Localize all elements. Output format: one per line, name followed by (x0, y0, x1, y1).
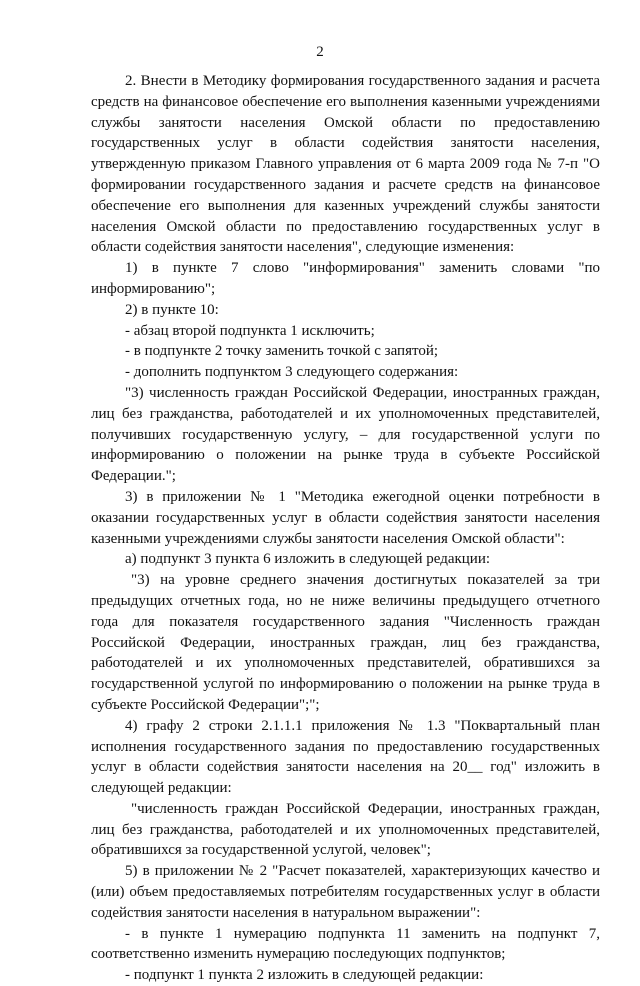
paragraph-quote: "3) на уровне среднего значения достигнутых показателей за три предыдущих отчетных года, но не ниже величины предыдущего отчетного года для показателя государственного задания "Численность граждан Российской Федерации, иностранных граждан, лиц без гражданства, работодателей и их уполномоченных представителей, обратившихся за государственной услугой по информированию о положении на рынке труда в субъекте Российской Федерации";"; (91, 572, 600, 713)
paragraph-subitem-5: 5) в приложении № 2 "Расчет показателей, характеризующих качество и (или) объем предоставляемых потребителям государственных услуг в области содействия занятости населения в натуральном выражении": (91, 863, 600, 921)
document-body (91, 71, 600, 986)
paragraph-subitem-1: 1) в пункте 7 слово "информирования" заменить словами "по информированию"; (91, 260, 600, 297)
paragraph-dash: - в подпункте 2 точку заменить точкой с запятой; (125, 343, 439, 360)
paragraph-item-2: 2. Внести в Методику формирования государственного задания и расчета средств на финансовое обеспечение его выполнения казенными учреждениями службы занятости населения Омской области по предоставлению государственных услуг в области содействия занятости населения, утвержденную приказом Главного управления от 6 марта 2009 года № 7-п "О формировании государственного задания и расчете средств на финансовое обеспечение его выполнения для казенных учреждений службы занятости населения Омской области по предоставлению государственных услуг в области содействия занятости населения", следующие изменения: (91, 73, 600, 256)
paragraph-quote: "3) численность граждан Российской Федерации, иностранных граждан, лиц без гражданства, работодателей и их уполномоченных представителей, получивших государственную услугу, – для государственной услуги по информированию о положении на рынке труда в субъекте Российской Федерации."; (91, 384, 600, 485)
paragraph-dash: - абзац второй подпункта 1 исключить; (125, 322, 375, 339)
page-number: 2 (316, 44, 324, 60)
paragraph-quote: "численность граждан Российской Федерации, иностранных граждан, лиц без гражданства, работодателей и их уполномоченных представителей, обратившихся за государственной услугой, человек"; (91, 800, 600, 859)
paragraph-subitem-a: а) подпункт 3 пункта 6 изложить в следующей редакции: (125, 551, 491, 568)
paragraph-subitem-4: 4) графу 2 строки 2.1.1.1 приложения № 1.3 "Поквартальный план исполнения государственного задания по предоставлению государственных услуг в области содействия занятости населения на 20__ год" изложить в следующей редакции: (91, 717, 600, 797)
paragraph-dash: - в пункте 1 нумерацию подпункта 11 заменить на подпункт 7, соответственно изменить нумерацию последующих подпунктов; (91, 925, 600, 963)
paragraph-dash: - подпункт 1 пункта 2 изложить в следующей редакции: (125, 967, 484, 984)
paragraph-dash: - дополнить подпунктом 3 следующего содержания: (125, 364, 459, 381)
paragraph-subitem-3: 3) в приложении № 1 "Методика ежегодной оценки потребности в оказании государственных услуг в области содействия занятости населения казенными учреждениями службы занятости населения Омской области": (91, 488, 600, 547)
paragraph-subitem-2: 2) в пункте 10: (125, 301, 219, 318)
